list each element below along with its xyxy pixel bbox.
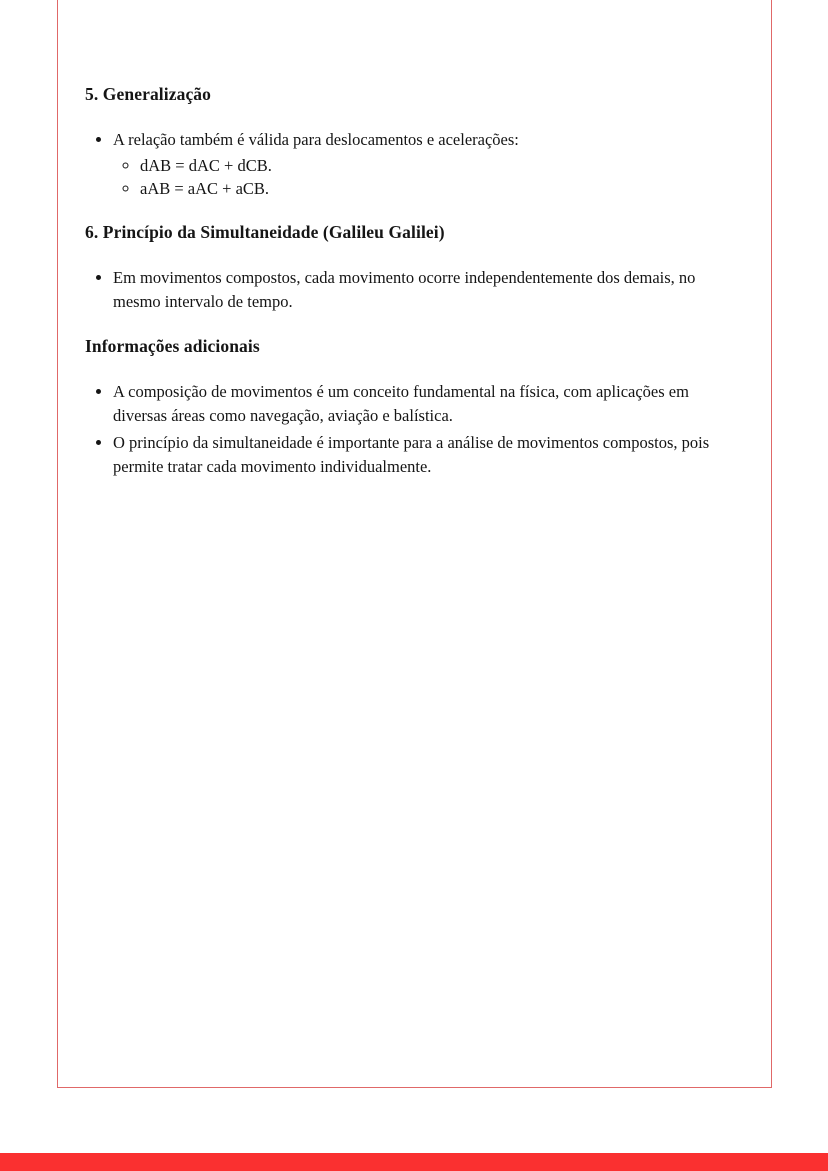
list-item <box>113 431 747 479</box>
document-content <box>85 0 747 479</box>
equation-text: aAB = aAC + aCB. <box>140 179 270 198</box>
list-item-text: A relação também é válida para deslocamentos e acelerações: <box>113 130 519 149</box>
list-item <box>113 380 747 428</box>
equation-text: dAB = dAC + dCB. <box>140 156 272 175</box>
bullet-list-simultaneidade <box>85 266 747 314</box>
list-item <box>113 266 747 314</box>
list-item-text: A composição de movimentos é um conceito fundamental na física, com aplicações em diversas áreas como navegação, aviação e balística. <box>113 382 689 425</box>
list-item-text: Em movimentos compostos, cada movimento ocorre independentemente dos demais, no mesmo intervalo de tempo. <box>113 268 696 311</box>
sub-bullet-list <box>113 154 747 200</box>
section-heading-generalizacao: 5. Generalização <box>85 84 212 104</box>
bullet-list-informacoes-adicionais <box>85 380 747 479</box>
list-item <box>140 177 747 200</box>
list-item <box>140 154 747 177</box>
bullet-list-generalizacao <box>85 128 747 200</box>
list-item-text: O princípio da simultaneidade é importante para a análise de movimentos compostos, pois permite tratar cada movimento individualmente. <box>113 433 710 476</box>
list-item <box>113 128 747 200</box>
footer-red-bar <box>0 1153 828 1171</box>
section-heading-informacoes-adicionais: Informações adicionais <box>85 336 260 356</box>
section-heading-simultaneidade: 6. Princípio da Simultaneidade (Galileu Galilei) <box>85 222 445 242</box>
document-page-frame <box>57 0 772 1088</box>
